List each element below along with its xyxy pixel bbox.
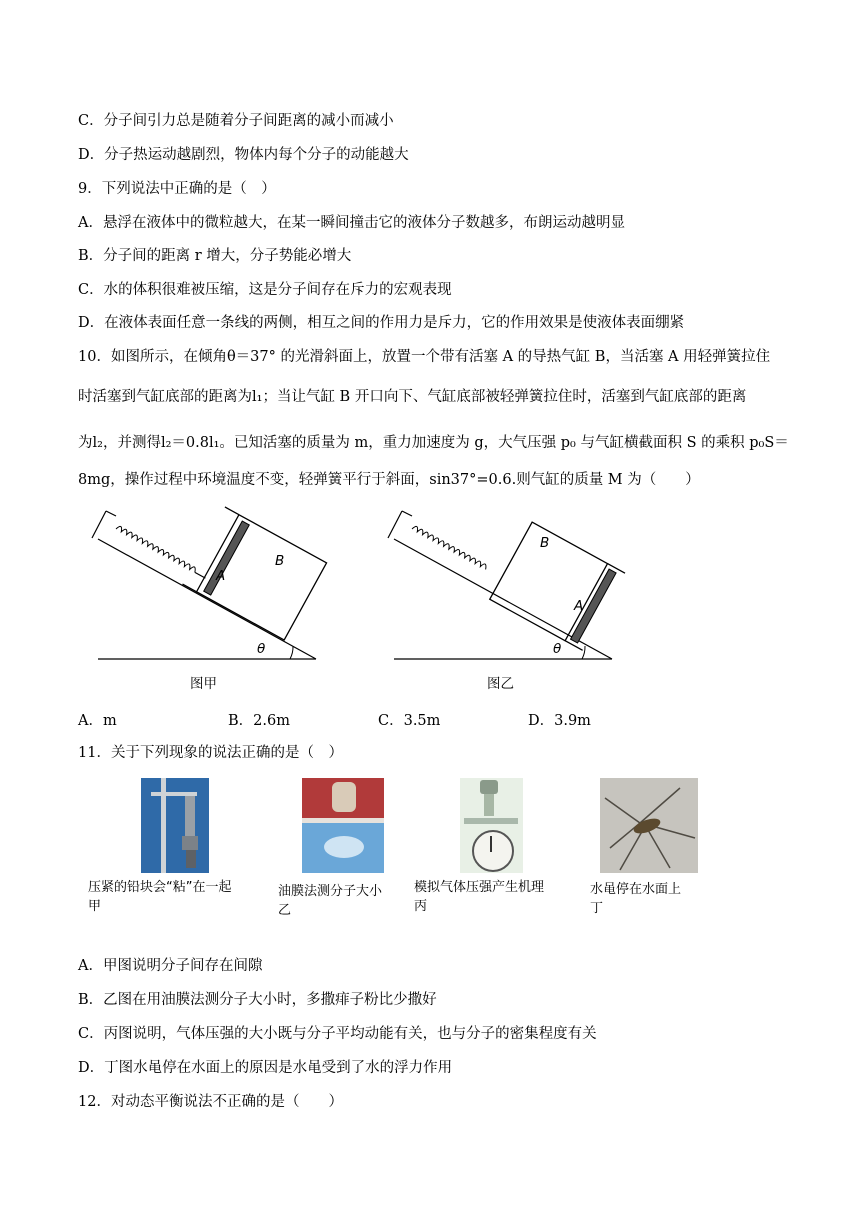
lead-blocks-photo: [141, 778, 209, 873]
q8-option-d: D．分子热运动越剧烈，物体内每个分子的动能越大: [78, 147, 409, 163]
q11-option-d: D．丁图水黾停在水面上的原因是水黾受到了水的浮力作用: [78, 1060, 453, 1076]
figure-yi-caption: 图乙: [487, 676, 514, 692]
q9-option-a: A．悬浮在液体中的微粒越大，在某一瞬间撞击它的液体分子数越多，布朗运动越明显: [78, 215, 625, 231]
figure-yi-diagram: [386, 505, 626, 665]
q10-option-d: D．3.9m: [528, 713, 591, 729]
q10-stem-line-2: 时活塞到气缸底部的距离为l₁；当让气缸 B 开口向下、气缸底部被轻弹簧拉住时，活塞到气缸底部的距离: [78, 389, 747, 405]
q12-stem: 12．对动态平衡说法不正确的是（ ）: [78, 1094, 343, 1110]
water-strider-photo: [600, 778, 698, 873]
figure-jia-caption: 图甲: [190, 676, 217, 692]
q8-option-c: C．分子间引力总是随着分子间距离的减小而减小: [78, 113, 394, 129]
q10-option-b: B．2.6m: [228, 713, 290, 729]
photo-jia-label: 甲: [88, 899, 102, 914]
q10-option-a: A．m: [78, 713, 117, 729]
figure-yi-angle-label: θ: [553, 641, 562, 657]
q11-option-b: B．乙图在用油膜法测分子大小时，多撒痱子粉比少撒好: [78, 992, 437, 1008]
photo-bing-label: 丙: [414, 899, 428, 914]
figure-yi-piston-label: A: [574, 598, 584, 614]
q9-option-d: D．在液体表面任意一条线的两侧，相互之间的作用力是斥力，它的作用效果是使液体表面绷紧: [78, 315, 685, 331]
photo-jia-caption: 压紧的铅块会“粘”在一起: [88, 880, 232, 895]
q9-option-c: C．水的体积很难被压缩，这是分子间存在斥力的宏观表现: [78, 282, 452, 298]
figure-jia-diagram: [90, 505, 330, 665]
photo-yi-caption: 油膜法测分子大小: [278, 884, 383, 899]
photo-bing-caption: 模拟气体压强产生机理: [414, 880, 545, 895]
q9-option-b: B．分子间的距离 r 增大，分子势能必增大: [78, 248, 352, 264]
q10-stem-line-4: 8mg，操作过程中环境温度不变，轻弹簧平行于斜面，sin37°=0.6.则气缸的质量 M 为（ ）: [78, 472, 700, 488]
oil-film-photo: [302, 778, 384, 873]
figure-jia-piston-label: A: [216, 568, 226, 584]
q10-option-c: C．3.5m: [378, 713, 441, 729]
figure-yi-cylinder-label: B: [540, 535, 550, 551]
photo-ding-caption: 水黾停在水面上: [590, 882, 682, 897]
q10-stem-line-3: 为l₂，并测得l₂＝0.8l₁。已知活塞的质量为 m，重力加速度为 g，大气压强 p₀ 与气缸横截面积 S 的乘积 p₀S＝: [78, 435, 789, 451]
photo-yi-label: 乙: [278, 903, 292, 918]
figure-jia-cylinder-label: B: [275, 553, 285, 569]
q9-stem: 9．下列说法中正确的是（ ）: [78, 181, 276, 197]
q11-stem: 11．关于下列现象的说法正确的是（ ）: [78, 745, 343, 761]
gas-pressure-model-photo: [460, 778, 523, 873]
q10-stem-line-1: 10．如图所示，在倾角θ＝37° 的光滑斜面上，放置一个带有活塞 A 的导热气缸 B，当活塞 A 用轻弹簧拉住: [78, 349, 771, 365]
figure-jia-angle-label: θ: [257, 641, 266, 657]
q11-option-c: C．丙图说明，气体压强的大小既与分子平均动能有关，也与分子的密集程度有关: [78, 1026, 597, 1042]
photo-ding-label: 丁: [590, 901, 604, 916]
q11-option-a: A．甲图说明分子间存在间隙: [78, 958, 263, 974]
